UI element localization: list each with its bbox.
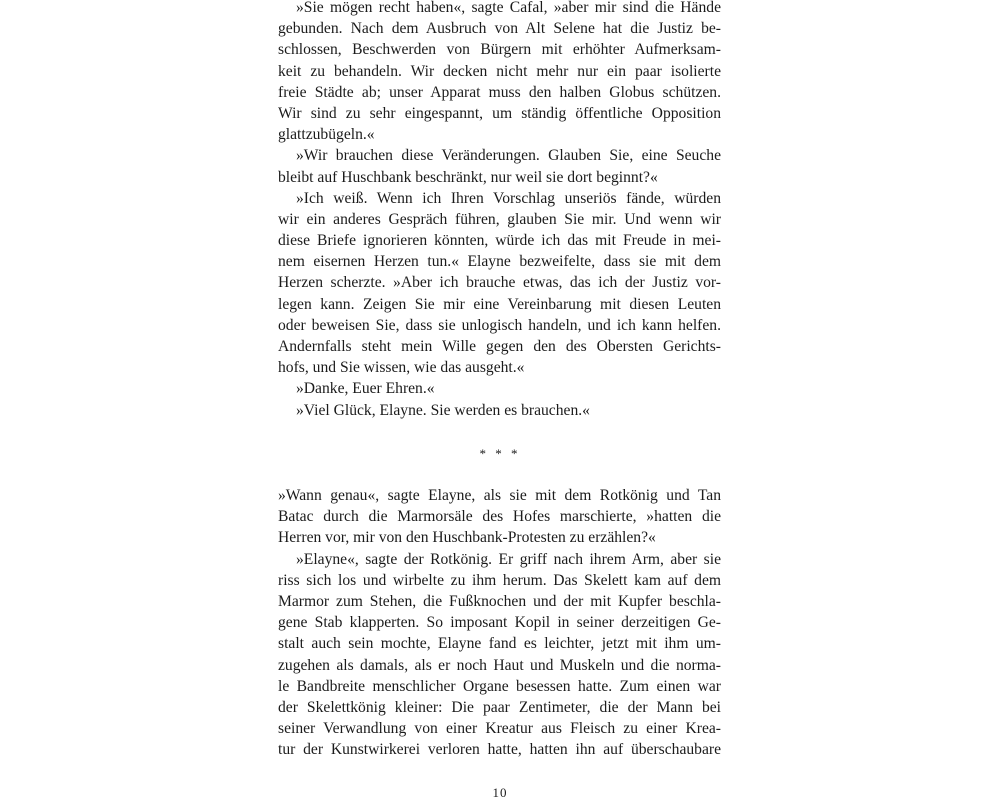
text-line: Andernfalls steht mein Wille gegen den des Obersten Gerichts- xyxy=(278,338,721,355)
text-line: hofs, und Sie wissen, wie das ausgeht.« xyxy=(278,359,525,377)
text-line: schlossen, Beschwerden von Bürgern mit erhöhter Aufmerksam- xyxy=(278,41,721,59)
text-line: Marmor zum Stehen, die Fußknochen und der mit Kupfer beschla- xyxy=(278,592,721,610)
section-break: * * * xyxy=(479,446,521,461)
text-block-lower xyxy=(278,485,721,760)
text-line: zugehen als damals, als er noch Haut und Muskeln und die norma- xyxy=(278,656,721,674)
text-line: le Bandbreite menschlicher Organe besessen hatte. Zum einen war xyxy=(278,677,721,695)
text-line: der Skelettkönig kleiner: Die paar Zentimeter, die der Mann bei xyxy=(278,698,721,716)
text-line: bleibt auf Huschbank beschränkt, nur weil sie dort beginnt?« xyxy=(278,168,658,186)
text-line: Herzen scherzte. »Aber ich brauche etwas, das ich der Justiz vor- xyxy=(278,274,721,292)
text-line: gene Stab klapperten. So imposant Kopil in seiner derzeitigen Ge- xyxy=(278,614,721,632)
text-line: »Danke, Euer Ehren.« xyxy=(296,380,435,398)
text-line: glattzubügeln.« xyxy=(278,126,375,144)
text-line: Wir sind zu sehr eingespannt, um ständig öffentliche Opposition xyxy=(278,104,721,122)
text-line: »Wann genau«, sagte Elayne, als sie mit dem Rotkönig und Tan xyxy=(278,487,721,504)
text-line: nem eisernen Herzen tun.« Elayne bezweifelte, dass sie mit dem xyxy=(278,253,721,271)
text-line: stalt auch sein mochte, Elayne fand es leichter, jetzt mit ihm um- xyxy=(278,635,721,653)
text-line: diese Briefe ignorieren könnten, würde ich das mit Freude in mei- xyxy=(278,232,721,250)
text-line: »Elayne«, sagte der Rotkönig. Er griff nach ihrem Arm, aber sie xyxy=(296,550,721,568)
text-line: Herren vor, mir von den Huschbank-Protesten zu erzählen?« xyxy=(278,529,656,547)
text-line: wir ein anderes Gespräch führen, glauben Sie mir. Und wenn wir xyxy=(278,210,721,228)
text-block-upper xyxy=(278,0,721,421)
text-line: seiner Verwandlung von einer Kreatur aus Fleisch zu einer Krea- xyxy=(278,720,721,738)
page-number: 10 xyxy=(492,785,508,800)
text-line: keit zu behandeln. Wir decken nicht mehr nur ein paar isolierte xyxy=(278,62,721,80)
text-line: »Viel Glück, Elayne. Sie werden es brauchen.« xyxy=(296,401,590,419)
text-line: »Wir brauchen diese Veränderungen. Glauben Sie, eine Seuche xyxy=(296,147,721,165)
text-line: tur der Kunstwirkerei verloren hatte, hatten ihn auf überschaubare xyxy=(278,741,721,759)
text-line: oder beweisen Sie, dass sie unlogisch handeln, und ich kann helfen. xyxy=(278,316,721,334)
text-line: Batac durch die Marmorsäle des Hofes marschierte, »hatten die xyxy=(278,508,721,526)
text-line: »Sie mögen recht haben«, sagte Cafal, »aber mir sind die Hände xyxy=(296,0,721,16)
text-line: riss sich los und wirbelte zu ihm herum. Das Skelett kam auf dem xyxy=(278,571,721,589)
text-line: freie Städte ab; unser Apparat muss den halben Globus schützen. xyxy=(278,83,721,101)
text-line: gebunden. Nach dem Ausbruch von Alt Selene hat die Justiz be- xyxy=(278,20,721,38)
text-line: legen kann. Zeigen Sie mir eine Vereinbarung mit diesen Leuten xyxy=(278,295,721,313)
text-line: »Ich weiß. Wenn ich Ihren Vorschlag unseriös fände, würden xyxy=(296,189,721,207)
